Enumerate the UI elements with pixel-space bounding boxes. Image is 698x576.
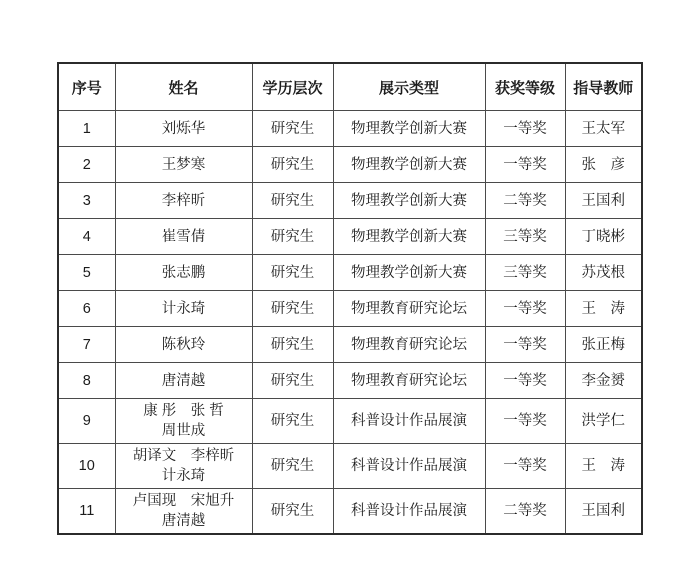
name-line: 计永琦	[161, 300, 206, 317]
cell-type: 物理教学创新大赛	[333, 183, 485, 219]
cell-degree: 研究生	[252, 363, 333, 399]
cell-teacher: 张正梅	[565, 327, 642, 363]
cell-teacher: 王 涛	[565, 291, 642, 327]
cell-num: 6	[58, 291, 115, 327]
column-header-teacher: 指导教师	[565, 63, 642, 111]
table-row	[58, 291, 642, 327]
cell-award: 一等奖	[485, 444, 565, 489]
cell-name	[115, 111, 252, 147]
cell-type: 物理教学创新大赛	[333, 219, 485, 255]
cell-award: 一等奖	[485, 327, 565, 363]
table-row	[58, 489, 642, 535]
cell-award: 一等奖	[485, 363, 565, 399]
cell-degree: 研究生	[252, 444, 333, 489]
cell-type: 科普设计作品展演	[333, 489, 485, 535]
cell-teacher: 苏茂根	[565, 255, 642, 291]
cell-type: 科普设计作品展演	[333, 444, 485, 489]
name-line: 王梦寒	[161, 156, 206, 173]
cell-name	[115, 183, 252, 219]
name-line: 胡译文 李梓昕	[132, 448, 235, 464]
name-line: 唐清越	[161, 372, 206, 389]
cell-name	[115, 489, 252, 535]
cell-teacher: 王太军	[565, 111, 642, 147]
cell-teacher: 王国利	[565, 183, 642, 219]
table-row	[58, 147, 642, 183]
cell-award: 三等奖	[485, 219, 565, 255]
cell-num: 5	[58, 255, 115, 291]
cell-award: 三等奖	[485, 255, 565, 291]
cell-type: 物理教学创新大赛	[333, 147, 485, 183]
table-row	[58, 363, 642, 399]
name-line: 李梓昕	[161, 192, 206, 209]
name-line: 计永琦	[161, 468, 206, 484]
cell-num: 10	[58, 444, 115, 489]
header-row	[58, 63, 642, 111]
cell-award: 一等奖	[485, 111, 565, 147]
cell-degree: 研究生	[252, 183, 333, 219]
name-line: 崔雪倩	[161, 228, 206, 245]
cell-type: 物理教育研究论坛	[333, 291, 485, 327]
cell-teacher: 张 彦	[565, 147, 642, 183]
cell-type: 科普设计作品展演	[333, 399, 485, 444]
cell-num: 7	[58, 327, 115, 363]
table-body	[58, 111, 642, 535]
cell-degree: 研究生	[252, 489, 333, 535]
column-header-name: 姓名	[115, 63, 252, 111]
cell-teacher: 丁晓彬	[565, 219, 642, 255]
cell-teacher: 洪学仁	[565, 399, 642, 444]
cell-type: 物理教学创新大赛	[333, 111, 485, 147]
cell-type: 物理教育研究论坛	[333, 327, 485, 363]
table-row	[58, 399, 642, 444]
table-row	[58, 327, 642, 363]
name-line: 康 彤 张 哲	[143, 403, 224, 419]
column-header-num: 序号	[58, 63, 115, 111]
cell-degree: 研究生	[252, 147, 333, 183]
cell-degree: 研究生	[252, 111, 333, 147]
name-line: 卢国现 宋旭升	[132, 493, 235, 509]
cell-name	[115, 363, 252, 399]
table-header	[58, 63, 642, 111]
cell-num: 1	[58, 111, 115, 147]
table-row	[58, 183, 642, 219]
cell-award: 一等奖	[485, 147, 565, 183]
column-header-degree: 学历层次	[252, 63, 333, 111]
column-header-award: 获奖等级	[485, 63, 565, 111]
cell-teacher: 王国利	[565, 489, 642, 535]
cell-award: 二等奖	[485, 183, 565, 219]
cell-num: 4	[58, 219, 115, 255]
name-line: 周世成	[161, 423, 206, 439]
cell-num: 2	[58, 147, 115, 183]
cell-degree: 研究生	[252, 399, 333, 444]
name-line: 张志鹏	[161, 264, 206, 281]
cell-degree: 研究生	[252, 327, 333, 363]
name-line: 陈秋玲	[161, 336, 206, 353]
cell-name	[115, 219, 252, 255]
cell-name	[115, 255, 252, 291]
table-row	[58, 444, 642, 489]
table-row	[58, 219, 642, 255]
awards-table	[57, 62, 643, 535]
cell-num: 8	[58, 363, 115, 399]
cell-teacher: 王 涛	[565, 444, 642, 489]
column-header-type: 展示类型	[333, 63, 485, 111]
cell-degree: 研究生	[252, 219, 333, 255]
cell-award: 一等奖	[485, 399, 565, 444]
cell-award: 一等奖	[485, 291, 565, 327]
cell-type: 物理教学创新大赛	[333, 255, 485, 291]
cell-award: 二等奖	[485, 489, 565, 535]
cell-name	[115, 291, 252, 327]
cell-name	[115, 399, 252, 444]
table-row	[58, 111, 642, 147]
cell-num: 9	[58, 399, 115, 444]
name-line: 刘烁华	[161, 120, 206, 137]
name-line: 唐清越	[161, 513, 206, 529]
cell-name	[115, 327, 252, 363]
cell-num: 3	[58, 183, 115, 219]
cell-name	[115, 444, 252, 489]
cell-type: 物理教育研究论坛	[333, 363, 485, 399]
cell-name	[115, 147, 252, 183]
table-row	[58, 255, 642, 291]
cell-num: 11	[58, 489, 115, 535]
cell-degree: 研究生	[252, 255, 333, 291]
cell-teacher: 李金赟	[565, 363, 642, 399]
cell-degree: 研究生	[252, 291, 333, 327]
